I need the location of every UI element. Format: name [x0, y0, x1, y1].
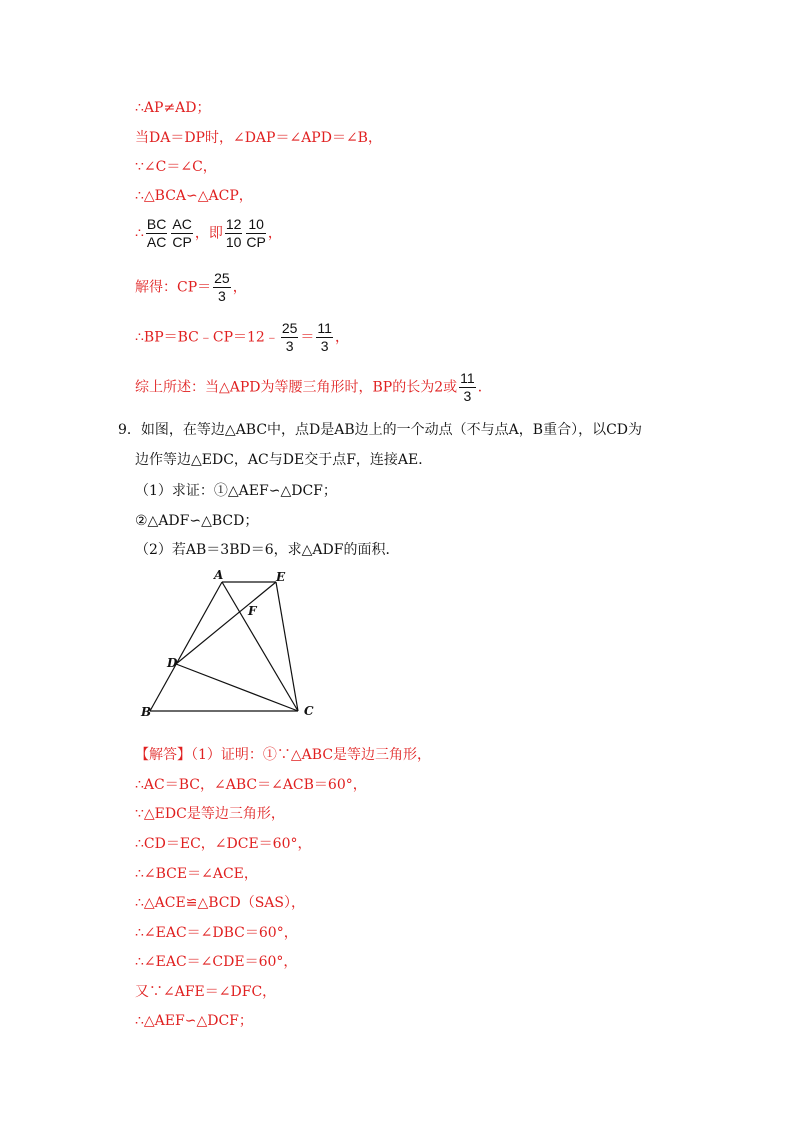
- label-d: D: [167, 656, 178, 670]
- mid-text: ，即: [194, 225, 223, 242]
- fraction-11-3: $\frac{11}{3}$: [317, 320, 332, 354]
- label-c: C: [304, 704, 314, 718]
- label-b: B: [141, 705, 152, 719]
- fraction-25-3: $\frac{25}{3}$: [281, 320, 298, 354]
- problem-question-1: （1）求证：①△AEF∽△DCF；: [135, 483, 337, 499]
- solution-line-5: [135, 216, 282, 251]
- fraction-11-3: $\frac{11}{3}$: [460, 370, 475, 404]
- solution-line-1: ∴AP≠AD；: [135, 100, 211, 116]
- answer-tag: 【解答】: [135, 747, 191, 763]
- prefix: ∴: [135, 225, 144, 242]
- problem-question-2: （2）若AB＝3BD＝6，求△ADF的面积．: [135, 542, 400, 558]
- segment-ab: [150, 582, 222, 711]
- answer-text-1: （1）证明：①∵△ABC是等边三角形，: [191, 747, 432, 763]
- suffix: ，: [334, 329, 349, 346]
- answer-line-7: ∴∠EAC＝∠DBC＝60°，: [135, 925, 298, 941]
- solution-line-2: 当DA＝DP时，∠DAP＝∠APD＝∠B，: [135, 130, 382, 146]
- answer-line-10: ∴△AEF∽△DCF；: [135, 1013, 253, 1029]
- problem-number: 9．: [118, 422, 141, 438]
- problem-line-2: 边作等边△EDC，AC与DE交于点F，连接AE．: [135, 452, 433, 468]
- answer-line-4: ∴CD＝EC，∠DCE＝60°，: [135, 836, 312, 852]
- problem-question-1b: ②△ADF∽△BCD；: [135, 513, 259, 529]
- suffix: ，: [267, 225, 282, 242]
- suffix: ．: [477, 379, 492, 396]
- answer-line-6: ∴△ACE≌△BCD（SAS），: [135, 895, 305, 911]
- solution-line-8: [135, 370, 492, 405]
- label-e: E: [276, 570, 286, 584]
- answer-line-8: ∴∠EAC＝∠CDE＝60°，: [135, 954, 298, 970]
- geometry-figure: [138, 566, 328, 721]
- suffix: ，: [232, 279, 247, 296]
- fraction-bc-ac: $\frac{BC}{AC}$: [146, 216, 167, 250]
- fraction-10-cp: $\frac{10}{CP}$: [246, 216, 266, 250]
- problem-text-1: 如图，在等边△ABC中，点D是AB边上的一个动点（不与点A，B重合），以CD为: [140, 422, 643, 438]
- answer-line-9: 又∵∠AFE＝∠DFC，: [135, 984, 277, 1000]
- problem-line-1: [118, 420, 642, 440]
- answer-line-2: ∴AC＝BC，∠ABC＝∠ACB＝60°，: [135, 777, 367, 793]
- segment-dc: [176, 664, 298, 711]
- solution-line-4: ∴△BCA∽△ACP，: [135, 188, 253, 204]
- solution-line-6: [135, 270, 247, 305]
- answer-line-1: [135, 745, 431, 765]
- fraction-ac-cp: $\frac{AC}{CP}$: [172, 216, 192, 250]
- fraction-12-10: $\frac{12}{10}$: [225, 216, 242, 250]
- solution-line-7: [135, 320, 349, 355]
- label-f: F: [248, 604, 257, 618]
- prefix: 解得：CP＝: [135, 279, 212, 296]
- prefix: ∴BP＝BC﹣CP＝12﹣: [135, 329, 279, 346]
- solution-line-3: ∵∠C＝∠C，: [135, 159, 217, 175]
- segment-de: [176, 582, 276, 664]
- prefix: 综上所述：当△APD为等腰三角形时，BP的长为2或: [135, 379, 458, 396]
- equals: ＝: [300, 329, 315, 346]
- answer-line-5: ∴∠BCE＝∠ACE，: [135, 866, 258, 882]
- answer-line-3: ∵△EDC是等边三角形，: [135, 806, 285, 822]
- label-a: A: [214, 568, 224, 582]
- fraction-25-3: $\frac{25}{3}$: [214, 270, 230, 304]
